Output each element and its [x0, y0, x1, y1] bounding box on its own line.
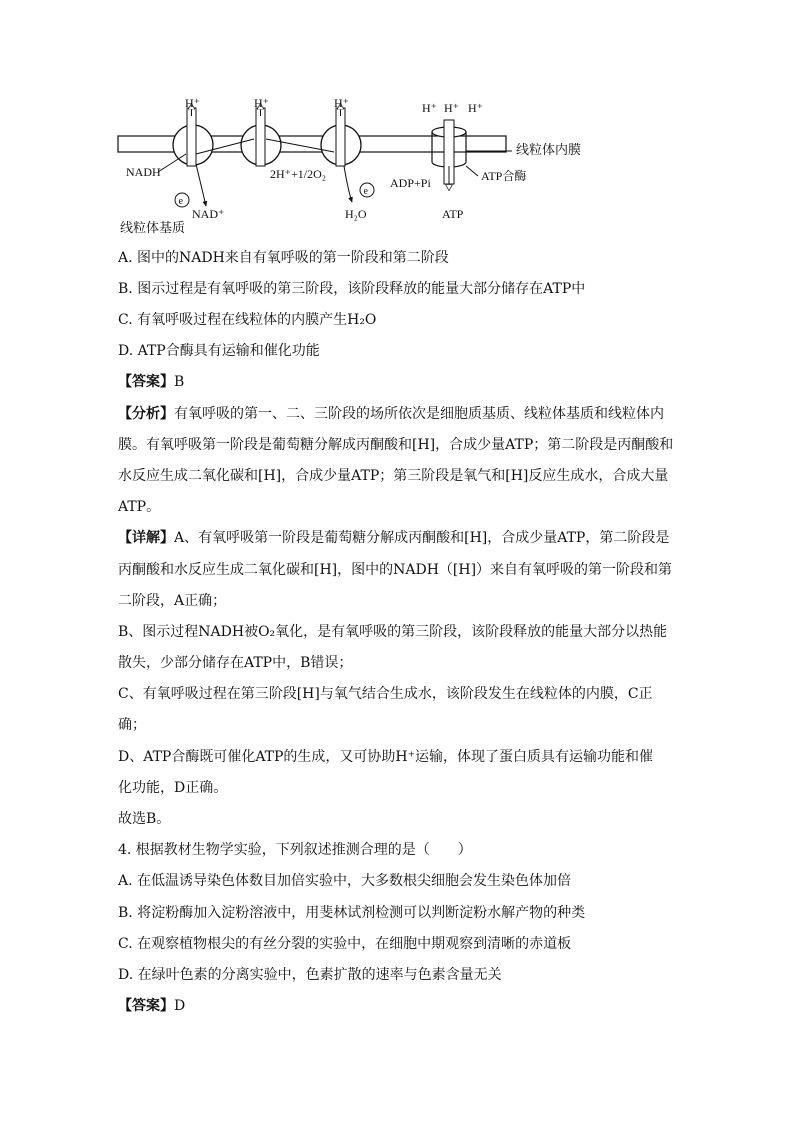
q4-answer — [118, 996, 185, 1016]
q3-answer — [118, 372, 184, 392]
analysis-text: 有氧呼吸的第一、二、三阶段的场所依次是细胞质基质、线粒体基质和线粒体内 — [174, 406, 664, 422]
q3-analysis-line-3: 水反应生成二氧化碳和[H]，合成少量ATP；第三阶段是氧气和[H]反应生成水，合成大量 — [118, 468, 669, 484]
q3-option-d: D. ATP合酶具有运输和催化功能 — [118, 343, 320, 359]
detail-text: A、有氧呼吸第一阶段是葡萄糖分解成丙酮酸和[H]，合成少量ATP，第二阶段是 — [174, 530, 670, 546]
q3-option-b: B. 图示过程是有氧呼吸的第三阶段，该阶段释放的能量大部分储存在ATP中 — [118, 281, 586, 297]
answer-value: B — [174, 374, 185, 390]
answer-tag: 【答案】 — [118, 998, 174, 1014]
q3-detail-line-7: 确； — [118, 717, 146, 733]
q3-analysis-line-2: 膜。有氧呼吸第一阶段是葡萄糖分解成丙酮酸和[H]，合成少量ATP；第二阶段是丙酮酸和 — [118, 437, 674, 453]
h-plus-label-3: H⁺ — [334, 96, 349, 110]
nad-plus-label: NAD⁺ — [192, 207, 225, 221]
q3-analysis-line-1 — [118, 404, 664, 424]
q4-option-b: B. 将淀粉酶加入淀粉溶液中，用斐林试剂检测可以判断淀粉水解产物的种类 — [118, 905, 586, 921]
electron-symbol-2: e — [363, 186, 368, 197]
analysis-tag: 【分析】 — [118, 406, 174, 422]
q4-option-c: C. 在观察植物根尖的有丝分裂的实验中，在细胞中期观察到清晰的赤道板 — [118, 936, 572, 952]
detail-tag: 【详解】 — [118, 530, 174, 546]
q4-stem: 4. 根据教材生物学实验，下列叙述推测合理的是（ ） — [118, 842, 472, 858]
q3-option-c: C. 有氧呼吸过程在线粒体的内膜产生H₂O — [118, 312, 377, 328]
q3-detail-line-2: 丙酮酸和水反应生成二氧化碳和[H]，图中的NADH（[H]）来自有氧呼吸的第一阶段和第 — [118, 562, 673, 578]
h-plus-label-2: H⁺ — [254, 96, 269, 110]
q4-option-a: A. 在低温诱导染色体数目加倍实验中，大多数根尖细胞会发生染色体加倍 — [118, 873, 572, 889]
q3-detail-line-4: B、图示过程NADH被O₂氧化，是有氧呼吸的第三阶段，该阶段释放的能量大部分以热能 — [118, 624, 668, 640]
q3-detail-line-1 — [118, 528, 669, 548]
atp-synthase-label: ATP合酶 — [481, 169, 527, 183]
complex-1 — [173, 96, 213, 166]
q3-detail-line-8: D、ATP合酶既可催化ATP的生成，又可协助H⁺运输，体现了蛋白质具有运输功能和催 — [118, 749, 654, 765]
mitochondrial-membrane-diagram — [116, 94, 636, 234]
atp-label: ATP — [442, 207, 464, 221]
matrix-label: 线粒体基质 — [120, 220, 186, 234]
q3-conclusion: 故选B。 — [118, 811, 171, 827]
h-plus-label-1: H⁺ — [185, 96, 200, 110]
q3-detail-line-3: 二阶段，A正确； — [118, 593, 227, 609]
nadh-label: NADH — [126, 165, 161, 179]
q3-detail-line-5: 散失，少部分储存在ATP中，B错误； — [118, 655, 353, 671]
complex-4 — [321, 96, 361, 166]
q3-option-a: A. 图中的NADH来自有氧呼吸的第一阶段和第二阶段 — [118, 250, 449, 266]
membrane-label: 线粒体内膜 — [516, 142, 582, 157]
q4-option-d: D. 在绿叶色素的分离实验中，色素扩散的速率与色素含量无关 — [118, 967, 502, 983]
q3-analysis-line-4: ATP。 — [118, 499, 161, 515]
h-plus-label-4: H⁺ — [422, 101, 437, 115]
electron-symbol-1: e — [178, 196, 183, 207]
h-plus-label-6: H⁺ — [468, 101, 483, 115]
complex-3 — [241, 96, 281, 166]
q3-detail-line-6: C、有氧呼吸过程在第三阶段[H]与氧气结合生成水，该阶段发生在线粒体的内膜，C正 — [118, 686, 653, 702]
h-plus-label-5: H⁺ — [444, 101, 459, 115]
answer-value: D — [174, 998, 186, 1014]
reaction-label: 2H⁺+1/2O₂ — [270, 167, 326, 181]
adp-label: ADP+Pi — [390, 176, 431, 190]
q3-detail-line-9: 化功能，D正确。 — [118, 780, 228, 796]
water-label: H₂O — [345, 207, 367, 221]
answer-tag: 【答案】 — [118, 374, 174, 390]
